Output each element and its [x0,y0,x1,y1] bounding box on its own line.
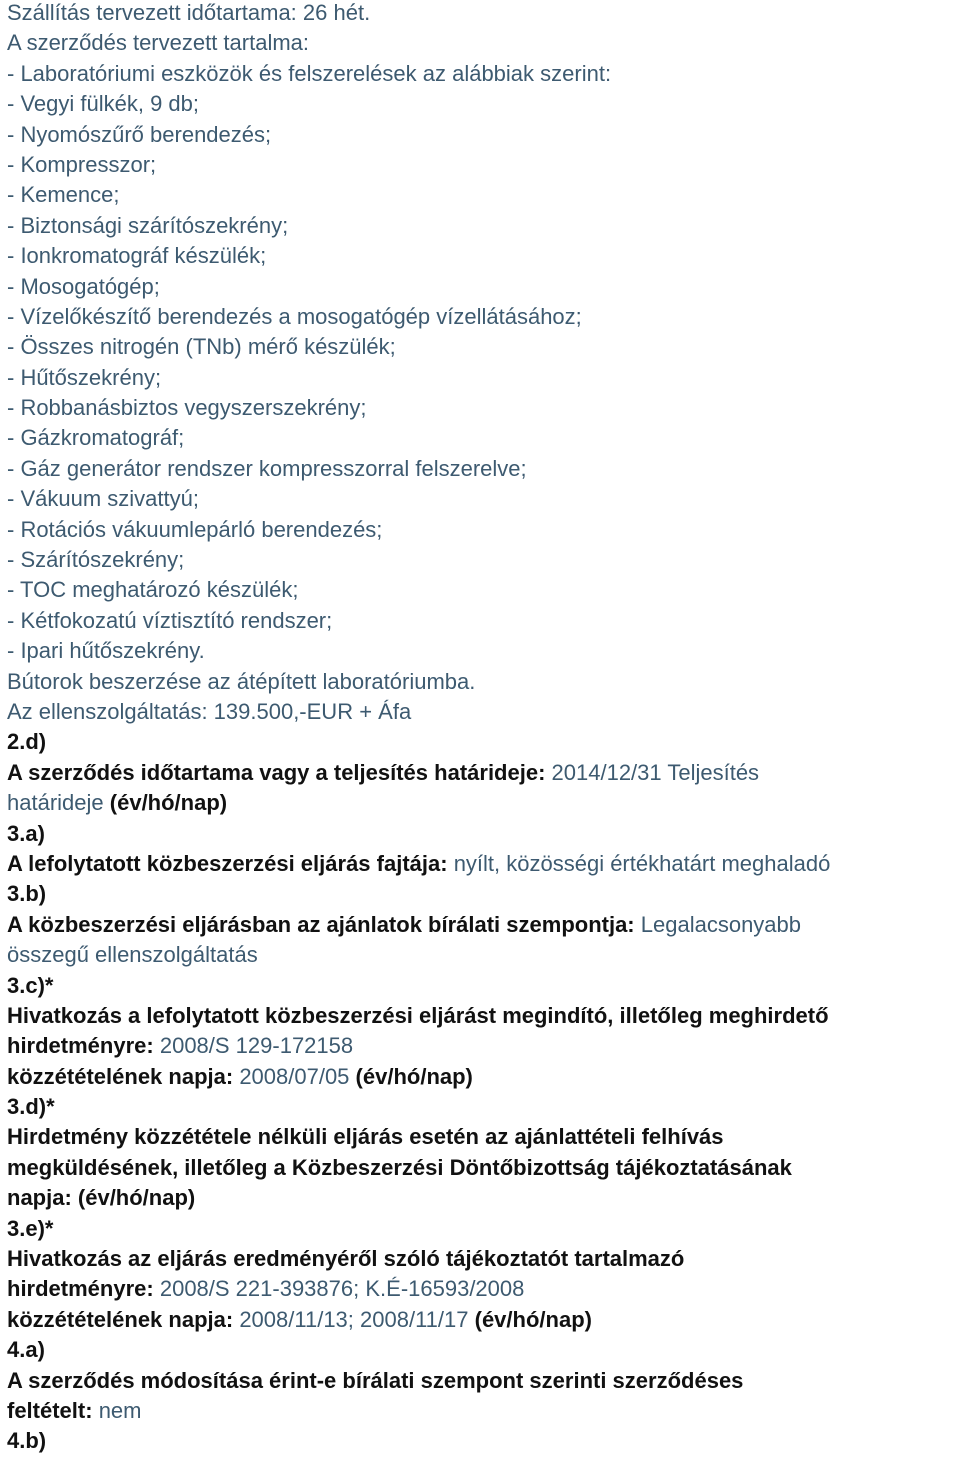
section-2d-unit: (év/hó/nap) [109,790,228,816]
list-item: - Mosogatógép; [7,273,160,299]
section-code-4b: 4.b) [7,1428,47,1454]
section-4a-label-b: feltételt: [7,1397,93,1423]
section-3e-label-a: Hivatkozás az eljárás eredményéről szóló tájékoztatót tartalmazó [7,1246,685,1272]
section-4a-line-2 [7,1396,957,1426]
list-item: - Gázkromatográf; [7,425,185,451]
section-2d-value-a: 2014/12/31 Teljesítés [551,759,760,785]
section-3e-line-3 [7,1305,957,1335]
section-3a-value: nyílt, közösségi értékhatárt meghaladó [453,850,831,876]
section-3c-line-2 [7,1031,957,1061]
section-3c-label-b: hirdetményre: [7,1033,154,1059]
list-item: - Rotációs vákuumlepárló berendezés; [7,516,383,542]
price-text: Az ellenszolgáltatás: 139.500,-EUR + Áfa [7,698,412,724]
section-2d-line-1 [7,758,957,788]
section-4a-label-a: A szerződés módosítása érint-e bírálati szempont szerinti szerződéses [7,1367,744,1393]
section-3e-date-label: közzétételének napja: [7,1306,234,1332]
list-item: - Hűtőszekrény; [7,364,162,390]
section-code-4a: 4.a) [7,1337,45,1363]
section-3a-line-1 [7,849,957,879]
list-item: - Biztonsági szárítószekrény; [7,212,289,238]
section-3e-line-2 [7,1274,957,1304]
delivery-duration: Szállítás tervezett időtartama: 26 hét. [7,0,371,25]
list-item: - Ionkromatográf készülék; [7,243,267,269]
list-item: - Kompresszor; [7,151,157,177]
list-item: - Robbanásbiztos vegyszerszekrény; [7,395,367,421]
list-item: - Gáz generátor rendszer kompresszorral felszerelve; [7,455,527,481]
list-item: - Nyomószűrő berendezés; [7,121,272,147]
section-code-3b: 3.b) [7,881,47,907]
section-code-3d: 3.d)* [7,1094,55,1120]
list-item: - Kétfokozatú víztisztító rendszer; [7,607,333,633]
section-3b-value-b: összegű ellenszolgáltatás [7,942,258,968]
list-item: - TOC meghatározó készülék; [7,577,299,603]
section-3d-label-c: napja: (év/hó/nap) [7,1185,196,1211]
section-3c-ref: 2008/S 129-172158 [159,1033,354,1059]
section-code-3e: 3.e)* [7,1215,54,1241]
contract-contents-label: A szerződés tervezett tartalma: [7,30,310,56]
section-3c-unit: (év/hó/nap) [355,1063,473,1089]
list-item: - Kemence; [7,182,120,208]
list-item: - Laboratóriumi eszközök és felszerelések az alábbiak szerint: [7,60,612,86]
section-3b-line-1 [7,910,957,940]
section-4a-value: nem [98,1397,142,1423]
list-item: - Szárítószekrény; [7,547,185,573]
section-code-2d: 2.d) [7,729,47,755]
list-item: - Ipari hűtőszekrény. [7,638,205,664]
section-code-3c: 3.c)* [7,972,54,998]
section-3b-value-a: Legalacsonyabb [640,911,802,937]
section-3b-label: A közbeszerzési eljárásban az ajánlatok bírálati szempontja: [7,911,635,937]
section-3e-ref: 2008/S 221-393876; K.É-16593/2008 [159,1276,525,1302]
section-3e-label-b: hirdetményre: [7,1276,154,1302]
section-3c-label-a: Hivatkozás a lefolytatott közbeszerzési eljárást megindító, illetőleg meghirdető [7,1002,829,1028]
section-code-3a: 3.a) [7,820,45,846]
list-item: - Összes nitrogén (TNb) mérő készülék; [7,334,396,360]
section-3a-label: A lefolytatott közbeszerzési eljárás fajtája: [7,850,448,876]
furniture-text: Bútorok beszerzése az átépített laboratóriumba. [7,668,476,694]
section-3d-label-b: megküldésének, illetőleg a Közbeszerzési Döntőbizottság tájékoztatásának [7,1154,792,1180]
section-3e-unit: (év/hó/nap) [474,1306,592,1332]
section-3c-date: 2008/07/05 [239,1063,350,1089]
section-3e-date: 2008/11/13; 2008/11/17 [239,1306,469,1332]
section-3c-date-label: közzétételének napja: [7,1063,234,1089]
list-item: - Vákuum szivattyú; [7,486,199,512]
section-3c-line-3 [7,1062,957,1092]
section-3d-label-a: Hirdetmény közzététele nélküli eljárás esetén az ajánlattételi felhívás [7,1124,724,1150]
section-2d-value-b: határideje [7,790,104,816]
list-item: - Vegyi fülkék, 9 db; [7,91,199,117]
section-2d-line-2 [7,788,957,818]
document-body [7,0,957,1457]
section-2d-label: A szerződés időtartama vagy a teljesítés határideje: [7,759,546,785]
list-item: - Vízelőkészítő berendezés a mosogatógép vízellátásához; [7,303,582,329]
